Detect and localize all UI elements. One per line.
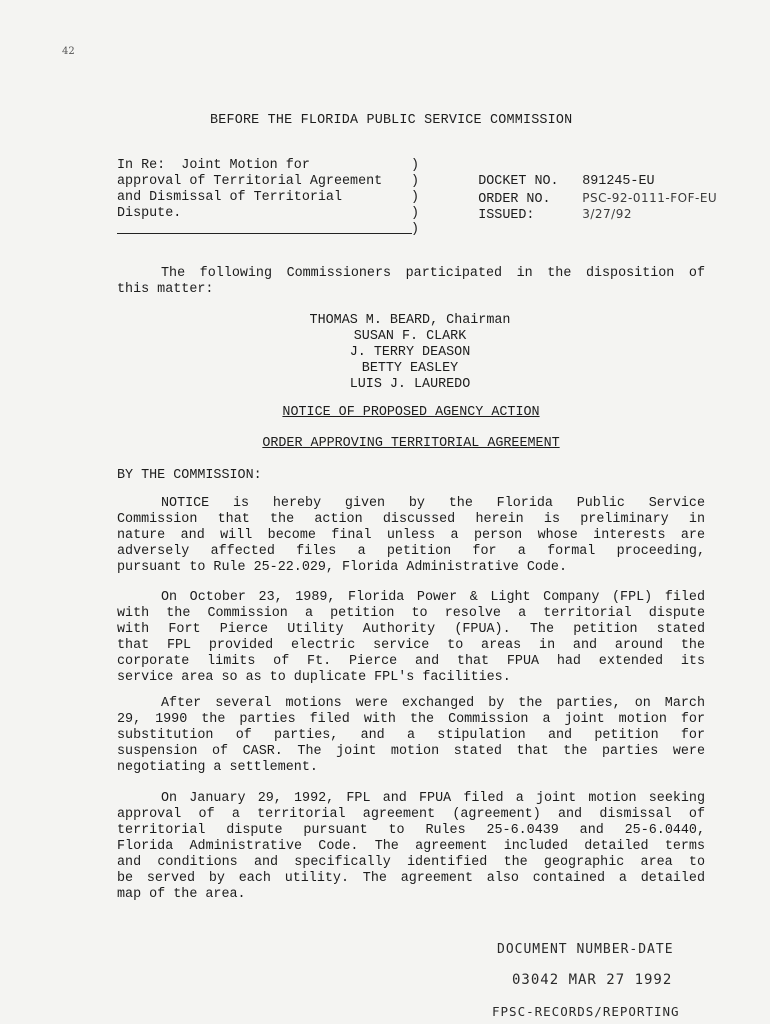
paragraph-line: After several motions were exchanged by the parties, on March — [161, 696, 705, 711]
order-heading: ORDER APPROVING TERRITORIAL AGREEMENT — [262, 436, 560, 451]
paragraph-line: map of the area. — [117, 887, 246, 902]
paragraph-line: On October 23, 1989, Florida Power & Light Company (FPL) filed — [161, 590, 705, 605]
paren: ) — [411, 190, 420, 205]
paren: ) — [411, 174, 420, 189]
paragraph-line: Commission that the action discussed herein is preliminary in — [117, 512, 705, 527]
paragraph-line: negotiating a settlement. — [117, 760, 318, 775]
commissioner-name: J. TERRY DEASON — [349, 345, 471, 360]
order-label: ORDER NO. — [478, 192, 551, 207]
paren: ) — [411, 206, 420, 221]
order-number: PSC-92-0111-FOF-EU — [582, 191, 718, 205]
commissioner-name: BETTY EASLEY — [361, 361, 459, 376]
docket-label: DOCKET NO. — [478, 174, 559, 189]
document-stamp-office: FPSC-RECORDS/REPORTING — [492, 1004, 680, 1019]
paragraph-line: Florida Administrative Code. The agreement included detailed terms — [117, 839, 705, 854]
docket-number: 891245-EU — [582, 174, 655, 189]
intro-line: The following Commissioners participated in the disposition of — [161, 266, 705, 281]
commission-title: BEFORE THE FLORIDA PUBLIC SERVICE COMMISSION — [210, 113, 573, 128]
paragraph-line: territorial dispute pursuant to Rules 25-6.0439 and 25-6.0440, — [117, 823, 705, 838]
paragraph-line: service area so as to duplicate FPL's facilities. — [117, 670, 511, 685]
paren: ) — [411, 222, 420, 237]
paragraph-line: and conditions and specifically identified the geographic area to — [117, 855, 705, 870]
paren: ) — [411, 158, 420, 173]
by-commission-heading: BY THE COMMISSION: — [117, 468, 262, 483]
paragraph-line: 29, 1990 the parties filed with the Commission a joint motion for — [117, 712, 705, 727]
commissioner-name: LUIS J. LAUREDO — [349, 377, 471, 392]
intro-line: this matter: — [117, 282, 214, 297]
paragraph-line: with Fort Pierce Utility Authority (FPUA). The petition stated — [117, 622, 705, 637]
case-caption — [117, 158, 420, 222]
commissioner-list — [240, 313, 580, 393]
document-stamp-title: DOCUMENT NUMBER-DATE — [497, 942, 674, 957]
document-stamp-number: 03042 MAR 27 1992 — [512, 972, 673, 988]
paragraph-line: suspension of CASR. The joint motion stated that the parties were — [117, 744, 705, 759]
paragraph-motions — [117, 696, 705, 776]
paragraph-line: adversely affected files a petition for a formal proceeding, — [117, 544, 705, 559]
caption-line: In Re: Joint Motion for — [117, 158, 310, 173]
commissioner-name: SUSAN F. CLARK — [353, 329, 467, 344]
caption-line: approval of Territorial Agreement — [117, 174, 383, 189]
paragraph-agreement — [117, 791, 705, 903]
margin-mark: 42 — [62, 46, 75, 57]
commissioner-name: THOMAS M. BEARD, Chairman — [309, 313, 511, 328]
docket-block — [430, 158, 718, 223]
paragraph-petition — [117, 590, 705, 686]
paragraph-notice — [117, 496, 705, 576]
issued-label: ISSUED: — [478, 208, 535, 223]
paragraph-line: be served by each utility. The agreement also contained a detailed — [117, 871, 705, 886]
caption-divider — [117, 233, 412, 234]
caption-line: Dispute. — [117, 206, 182, 221]
paragraph-line: NOTICE is hereby given by the Florida Public Service — [161, 496, 705, 511]
caption-line: and Dismissal of Territorial — [117, 190, 342, 205]
caption-parens — [411, 158, 419, 238]
paragraph-line: nature and will become final unless a person whose interests are — [117, 528, 705, 543]
paragraph-line: that FPL provided electric service to areas in and around the — [117, 638, 705, 653]
paragraph-line: On January 29, 1992, FPL and FPUA filed a joint motion seeking — [161, 791, 705, 806]
issued-date: 3/27/92 — [582, 207, 632, 221]
paragraph-line: with the Commission a petition to resolve a territorial dispute — [117, 606, 705, 621]
paragraph-line: corporate limits of Ft. Pierce and that FPUA had extended its — [117, 654, 705, 669]
paragraph-line: substitution of parties, and a stipulation and petition for — [117, 728, 705, 743]
paragraph-line: approval of a territorial agreement (agreement) and dismissal of — [117, 807, 705, 822]
intro-paragraph — [117, 266, 705, 298]
paragraph-line: pursuant to Rule 25-22.029, Florida Administrative Code. — [117, 560, 567, 575]
notice-heading: NOTICE OF PROPOSED AGENCY ACTION — [282, 405, 540, 420]
